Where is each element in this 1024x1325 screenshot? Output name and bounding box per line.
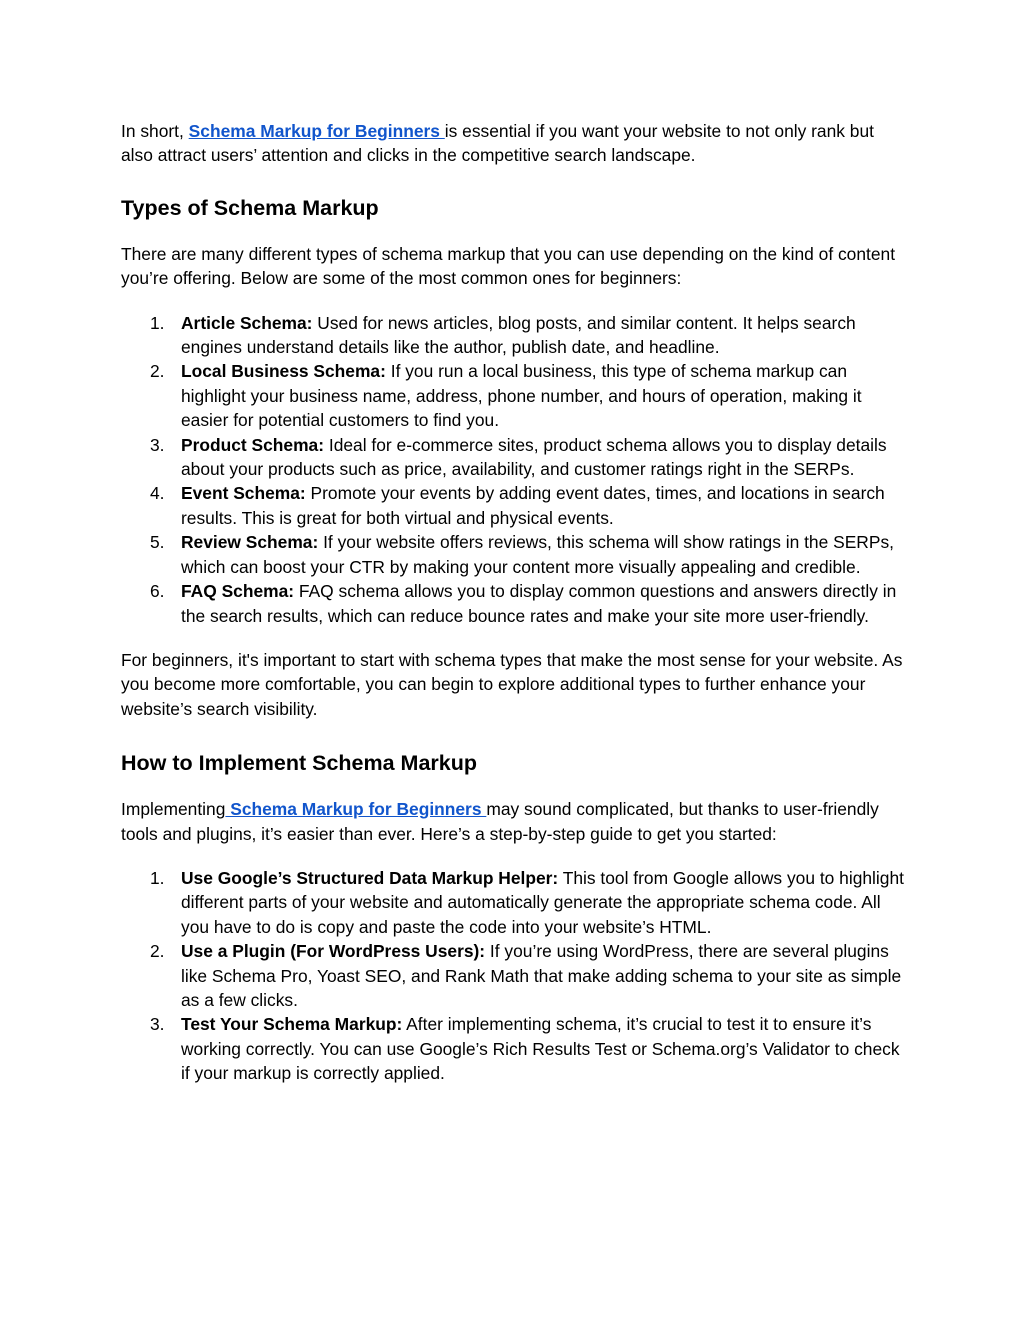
list-number: 4. bbox=[150, 483, 165, 504]
list-item-faq-schema bbox=[121, 579, 906, 628]
list-item-test-markup bbox=[121, 1012, 906, 1085]
item-title: Product Schema: bbox=[181, 434, 325, 455]
item-title: Article Schema: bbox=[181, 312, 313, 333]
list-number: 1. bbox=[150, 867, 165, 888]
list-item-product-schema bbox=[121, 433, 906, 482]
list-number: 5. bbox=[150, 532, 165, 553]
intro-prefix: In short, bbox=[121, 121, 189, 141]
document-page bbox=[121, 119, 906, 1086]
types-heading: Types of Schema Markup bbox=[121, 195, 379, 220]
implement-intro-suffix: may sound complicated, but thanks to user-friendly tools and plugins, it’s easier than ever. Here’s a step-by-step guide to get you started: bbox=[121, 799, 879, 844]
schema-types-list bbox=[121, 311, 906, 628]
intro-paragraph bbox=[121, 119, 906, 168]
item-text: FAQ schema allows you to display common questions and answers directly in the search results, which can reduce bounce rates and make your site more user-friendly. bbox=[181, 581, 897, 626]
implement-intro-paragraph bbox=[121, 797, 906, 846]
implementation-steps-list bbox=[121, 866, 906, 1086]
item-text: Promote your events by adding event dates, times, and locations in search results. This is great for both virtual and physical events. bbox=[181, 483, 885, 528]
list-number: 6. bbox=[150, 581, 165, 602]
schema-markup-link[interactable]: Schema Markup for Beginners bbox=[225, 799, 487, 820]
item-text: Used for news articles, blog posts, and similar content. It helps search engines understand details like the author, publish date, and headline. bbox=[181, 312, 856, 358]
list-item-markup-helper bbox=[121, 866, 906, 939]
list-item-review-schema bbox=[121, 530, 906, 579]
item-title: Review Schema: bbox=[181, 532, 319, 553]
item-title: Local Business Schema: bbox=[181, 361, 386, 382]
item-title: Test Your Schema Markup: bbox=[181, 1014, 403, 1035]
list-item-wordpress-plugin bbox=[121, 939, 906, 1012]
list-number: 1. bbox=[150, 312, 165, 333]
list-number: 2. bbox=[150, 941, 165, 962]
list-number: 3. bbox=[150, 1014, 165, 1035]
list-number: 2. bbox=[150, 361, 165, 382]
item-title: Use Google’s Structured Data Markup Helper: bbox=[181, 867, 559, 888]
item-title: Use a Plugin (For WordPress Users): bbox=[181, 941, 486, 962]
item-title: FAQ Schema: bbox=[181, 581, 295, 602]
implement-intro-prefix: Implementing bbox=[121, 799, 226, 820]
item-title: Event Schema: bbox=[181, 483, 306, 504]
item-text: After implementing schema, it’s crucial to test it to ensure it’s working correctly. You can use Google’s Rich Results Test or Schema.org’s Validator to check if your markup is correctly applied. bbox=[181, 1014, 900, 1084]
intro-suffix: is essential if you want your website to not only rank but also attract users’ attention and clicks in the competitive search landscape. bbox=[121, 121, 874, 166]
item-text: If you’re using WordPress, there are several plugins like Schema Pro, Yoast SEO, and Rank Math that make adding schema to your site as simple as a few clicks. bbox=[181, 941, 902, 1010]
types-intro-paragraph: There are many different types of schema markup that you can use depending on the kind of content you’re offering. Below are some of the most common ones for beginners: bbox=[121, 243, 896, 289]
beginners-paragraph: For beginners, it's important to start with schema types that make the most sense for your website. As you become more comfortable, you can begin to explore additional types to further enhance your website’s search visibility. bbox=[121, 649, 903, 719]
list-number: 3. bbox=[150, 434, 165, 455]
list-item-article-schema bbox=[121, 311, 906, 360]
list-item-event-schema bbox=[121, 481, 906, 530]
item-text: If you run a local business, this type of schema markup can highlight your business name, address, phone number, and hours of operation, making it easier for potential customers to find you. bbox=[181, 361, 862, 431]
implement-heading: How to Implement Schema Markup bbox=[121, 751, 478, 776]
list-item-local-business-schema bbox=[121, 359, 906, 432]
item-text: If your website offers reviews, this schema will show ratings in the SERPs, which can boost your CTR by making your content more visually appealing and credible. bbox=[181, 532, 894, 577]
item-text: Ideal for e-commerce sites, product schema allows you to display details about your products such as price, availability, and customer ratings right in the SERPs. bbox=[181, 434, 887, 480]
schema-markup-link[interactable]: Schema Markup for Beginners bbox=[188, 121, 445, 141]
item-text: This tool from Google allows you to highlight different parts of your website and automatically generate the appropriate schema code. All you have to do is copy and paste the code into your website’s HTML. bbox=[181, 867, 904, 937]
